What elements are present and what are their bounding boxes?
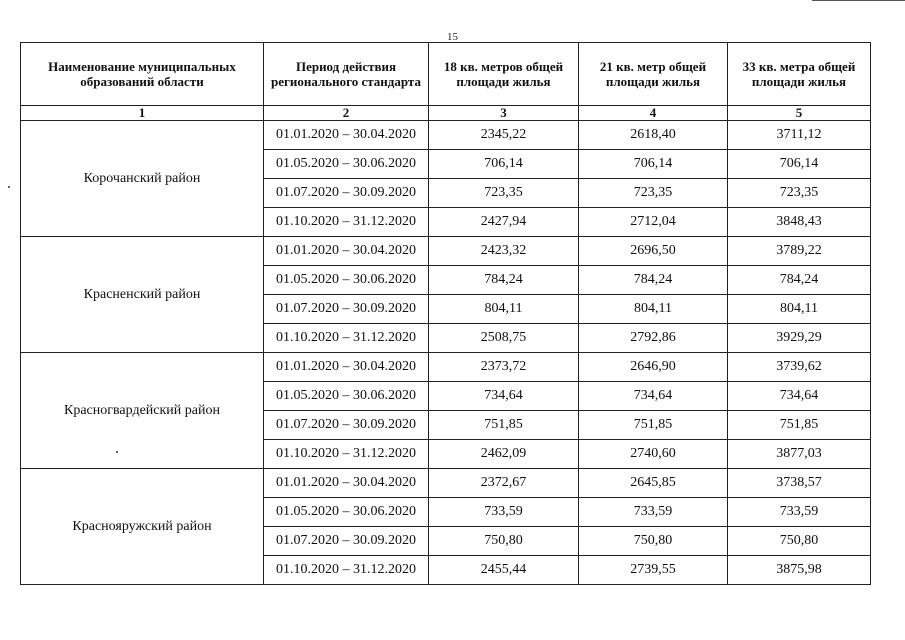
district-name: Корочанский район <box>21 121 264 237</box>
value-21sqm: 750,80 <box>579 527 728 556</box>
value-21sqm: 804,11 <box>579 295 728 324</box>
value-18sqm: 733,59 <box>429 498 579 527</box>
period-cell: 01.10.2020 – 31.12.2020 <box>264 324 429 353</box>
value-18sqm: 2423,32 <box>429 237 579 266</box>
period-cell: 01.01.2020 – 30.04.2020 <box>264 237 429 266</box>
scan-speck <box>116 451 118 453</box>
period-cell: 01.05.2020 – 30.06.2020 <box>264 266 429 295</box>
top-edge-rule <box>812 0 905 1</box>
column-number: 5 <box>728 106 871 121</box>
value-18sqm: 2455,44 <box>429 556 579 585</box>
value-21sqm: 2792,86 <box>579 324 728 353</box>
value-21sqm: 734,64 <box>579 382 728 411</box>
value-18sqm: 751,85 <box>429 411 579 440</box>
value-18sqm: 2345,22 <box>429 121 579 150</box>
value-18sqm: 734,64 <box>429 382 579 411</box>
value-18sqm: 804,11 <box>429 295 579 324</box>
value-21sqm: 2739,55 <box>579 556 728 585</box>
value-33sqm: 3711,12 <box>728 121 871 150</box>
value-18sqm: 2372,67 <box>429 469 579 498</box>
header-municipality: Наименование муниципальных образований области <box>21 43 264 106</box>
value-21sqm: 733,59 <box>579 498 728 527</box>
value-21sqm: 2646,90 <box>579 353 728 382</box>
header-18sqm: 18 кв. метров общей площади жилья <box>429 43 579 106</box>
value-18sqm: 2427,94 <box>429 208 579 237</box>
value-21sqm: 784,24 <box>579 266 728 295</box>
value-21sqm: 751,85 <box>579 411 728 440</box>
value-21sqm: 706,14 <box>579 150 728 179</box>
value-33sqm: 3739,62 <box>728 353 871 382</box>
district-name: Красногвардейский район <box>21 353 264 469</box>
value-33sqm: 706,14 <box>728 150 871 179</box>
period-cell: 01.07.2020 – 30.09.2020 <box>264 179 429 208</box>
value-33sqm: 804,11 <box>728 295 871 324</box>
value-18sqm: 706,14 <box>429 150 579 179</box>
period-cell: 01.07.2020 – 30.09.2020 <box>264 295 429 324</box>
value-33sqm: 751,85 <box>728 411 871 440</box>
value-18sqm: 2373,72 <box>429 353 579 382</box>
header-row <box>21 43 871 106</box>
period-cell: 01.07.2020 – 30.09.2020 <box>264 411 429 440</box>
scan-speck <box>8 186 10 188</box>
value-21sqm: 2696,50 <box>579 237 728 266</box>
period-cell: 01.01.2020 – 30.04.2020 <box>264 469 429 498</box>
period-cell: 01.01.2020 – 30.04.2020 <box>264 121 429 150</box>
value-33sqm: 3875,98 <box>728 556 871 585</box>
value-33sqm: 734,64 <box>728 382 871 411</box>
value-21sqm: 2712,04 <box>579 208 728 237</box>
period-cell: 01.01.2020 – 30.04.2020 <box>264 353 429 382</box>
value-33sqm: 3789,22 <box>728 237 871 266</box>
value-18sqm: 2508,75 <box>429 324 579 353</box>
value-21sqm: 2740,60 <box>579 440 728 469</box>
column-number-row <box>21 106 871 121</box>
period-cell: 01.07.2020 – 30.09.2020 <box>264 527 429 556</box>
period-cell: 01.10.2020 – 31.12.2020 <box>264 440 429 469</box>
table-row <box>21 121 871 150</box>
value-33sqm: 3877,03 <box>728 440 871 469</box>
column-number: 3 <box>429 106 579 121</box>
value-33sqm: 784,24 <box>728 266 871 295</box>
table-row <box>21 237 871 266</box>
header-21sqm: 21 кв. метр общей площади жилья <box>579 43 728 106</box>
district-name: Краснояружский район <box>21 469 264 585</box>
period-cell: 01.05.2020 – 30.06.2020 <box>264 498 429 527</box>
table-row <box>21 469 871 498</box>
value-18sqm: 2462,09 <box>429 440 579 469</box>
header-33sqm: 33 кв. метра общей площади жилья <box>728 43 871 106</box>
period-cell: 01.05.2020 – 30.06.2020 <box>264 382 429 411</box>
housing-standard-table <box>20 42 871 585</box>
value-21sqm: 723,35 <box>579 179 728 208</box>
period-cell: 01.10.2020 – 31.12.2020 <box>264 556 429 585</box>
value-21sqm: 2618,40 <box>579 121 728 150</box>
column-number: 2 <box>264 106 429 121</box>
table-row <box>21 353 871 382</box>
header-period: Период действия регионального стандарта <box>264 43 429 106</box>
value-21sqm: 2645,85 <box>579 469 728 498</box>
value-18sqm: 784,24 <box>429 266 579 295</box>
column-number: 1 <box>21 106 264 121</box>
value-33sqm: 723,35 <box>728 179 871 208</box>
value-33sqm: 750,80 <box>728 527 871 556</box>
value-33sqm: 733,59 <box>728 498 871 527</box>
column-number: 4 <box>579 106 728 121</box>
value-33sqm: 3738,57 <box>728 469 871 498</box>
period-cell: 01.05.2020 – 30.06.2020 <box>264 150 429 179</box>
value-18sqm: 750,80 <box>429 527 579 556</box>
page-number: 15 <box>447 31 458 43</box>
value-18sqm: 723,35 <box>429 179 579 208</box>
district-name: Красненский район <box>21 237 264 353</box>
table-body <box>21 121 871 585</box>
period-cell: 01.10.2020 – 31.12.2020 <box>264 208 429 237</box>
value-33sqm: 3848,43 <box>728 208 871 237</box>
value-33sqm: 3929,29 <box>728 324 871 353</box>
